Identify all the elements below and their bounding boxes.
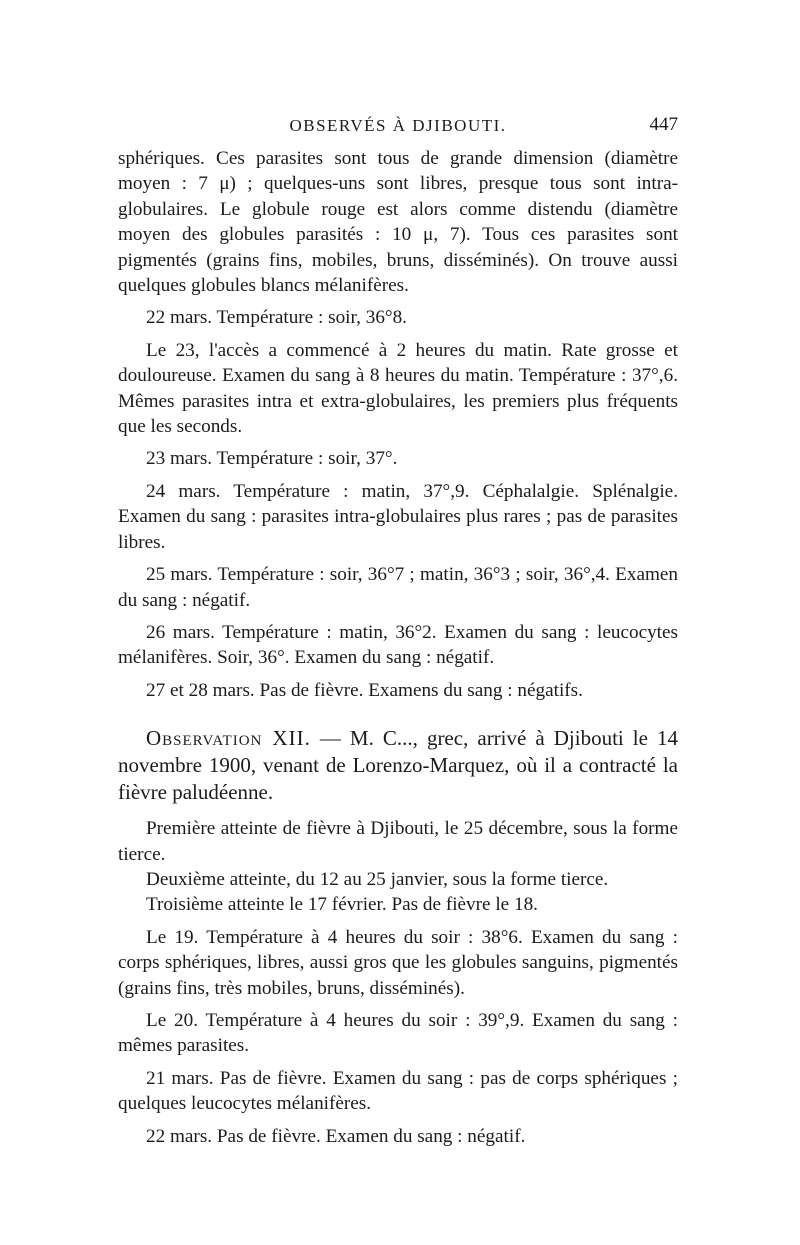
paragraph: 23 mars. Température : soir, 37°. bbox=[146, 448, 398, 470]
paragraph: Troisième atteinte le 17 février. Pas de fièvre le 18. bbox=[146, 894, 538, 916]
page-body bbox=[118, 146, 678, 1149]
paragraph: 22 mars. Température : soir, 36°8. bbox=[146, 307, 407, 329]
paragraph: 27 et 28 mars. Pas de fièvre. Examens du sang : négatifs. bbox=[146, 679, 583, 701]
paragraph: 21 mars. Pas de fièvre. Examen du sang : pas de corps sphériques ; quelques leucocytes mélanifères. bbox=[118, 1067, 678, 1115]
paragraph: sphériques. Ces parasites sont tous de grande dimension (diamètre moyen : 7 μ) ; quelques-uns sont libres, presque tous sont intra-globulaires. Le globule rouge est alors comme distendu (diamètre moyen des globules parasités : 10 μ, 7). Tous ces parasites sont pigmentés (grains fins, mobiles, bruns, disséminés). On trouve aussi quelques globules blancs mélanifères. bbox=[118, 148, 678, 297]
paragraph: Le 23, l'accès a commencé à 2 heures du matin. Rate grosse et douloureuse. Examen du sang à 8 heures du matin. Température : 37°,6. Mêmes parasites intra et extra-globulaires, les premiers plus fréquents que les seconds. bbox=[118, 339, 678, 438]
paragraph: Deuxième atteinte, du 12 au 25 janvier, sous la forme tierce. bbox=[146, 868, 609, 890]
page-header bbox=[118, 112, 678, 142]
paragraph: Première atteinte de fièvre à Djibouti, le 25 décembre, sous la forme tierce. bbox=[118, 818, 678, 865]
paragraph: 22 mars. Pas de fièvre. Examen du sang : négatif. bbox=[146, 1125, 526, 1147]
observation-title: Observation XII. bbox=[146, 726, 311, 751]
paragraph: 26 mars. Température : matin, 36°2. Examen du sang : leucocytes mélanifères. Soir, 36°. Examen du sang : négatif. bbox=[118, 621, 678, 669]
page-number: 447 bbox=[649, 114, 678, 135]
running-title: OBSERVÉS À DJIBOUTI. bbox=[289, 116, 507, 135]
observation-intro: — M. C..., grec, arrivé à Djibouti le 14 novembre 1900, venant de Lorenzo-Marquez, où il a contracté la fièvre paludéenne. bbox=[118, 726, 678, 805]
paragraph: 24 mars. Température : matin, 37°,9. Céphalalgie. Splénalgie. Examen du sang : parasites intra-globulaires plus rares ; pas de parasites libres. bbox=[118, 480, 678, 553]
observation-heading-paragraph bbox=[118, 725, 678, 806]
paragraph: Le 19. Température à 4 heures du soir : 38°6. Examen du sang : corps sphériques, libres, aussi gros que les globules sanguins, pigmentés (grains fins, très mobiles, bruns, disséminés). bbox=[118, 926, 678, 999]
paragraph: 25 mars. Température : soir, 36°7 ; matin, 36°3 ; soir, 36°,4. Examen du sang : négatif. bbox=[118, 564, 678, 611]
paragraph: Le 20. Température à 4 heures du soir : 39°,9. Examen du sang : mêmes parasites. bbox=[118, 1009, 678, 1057]
